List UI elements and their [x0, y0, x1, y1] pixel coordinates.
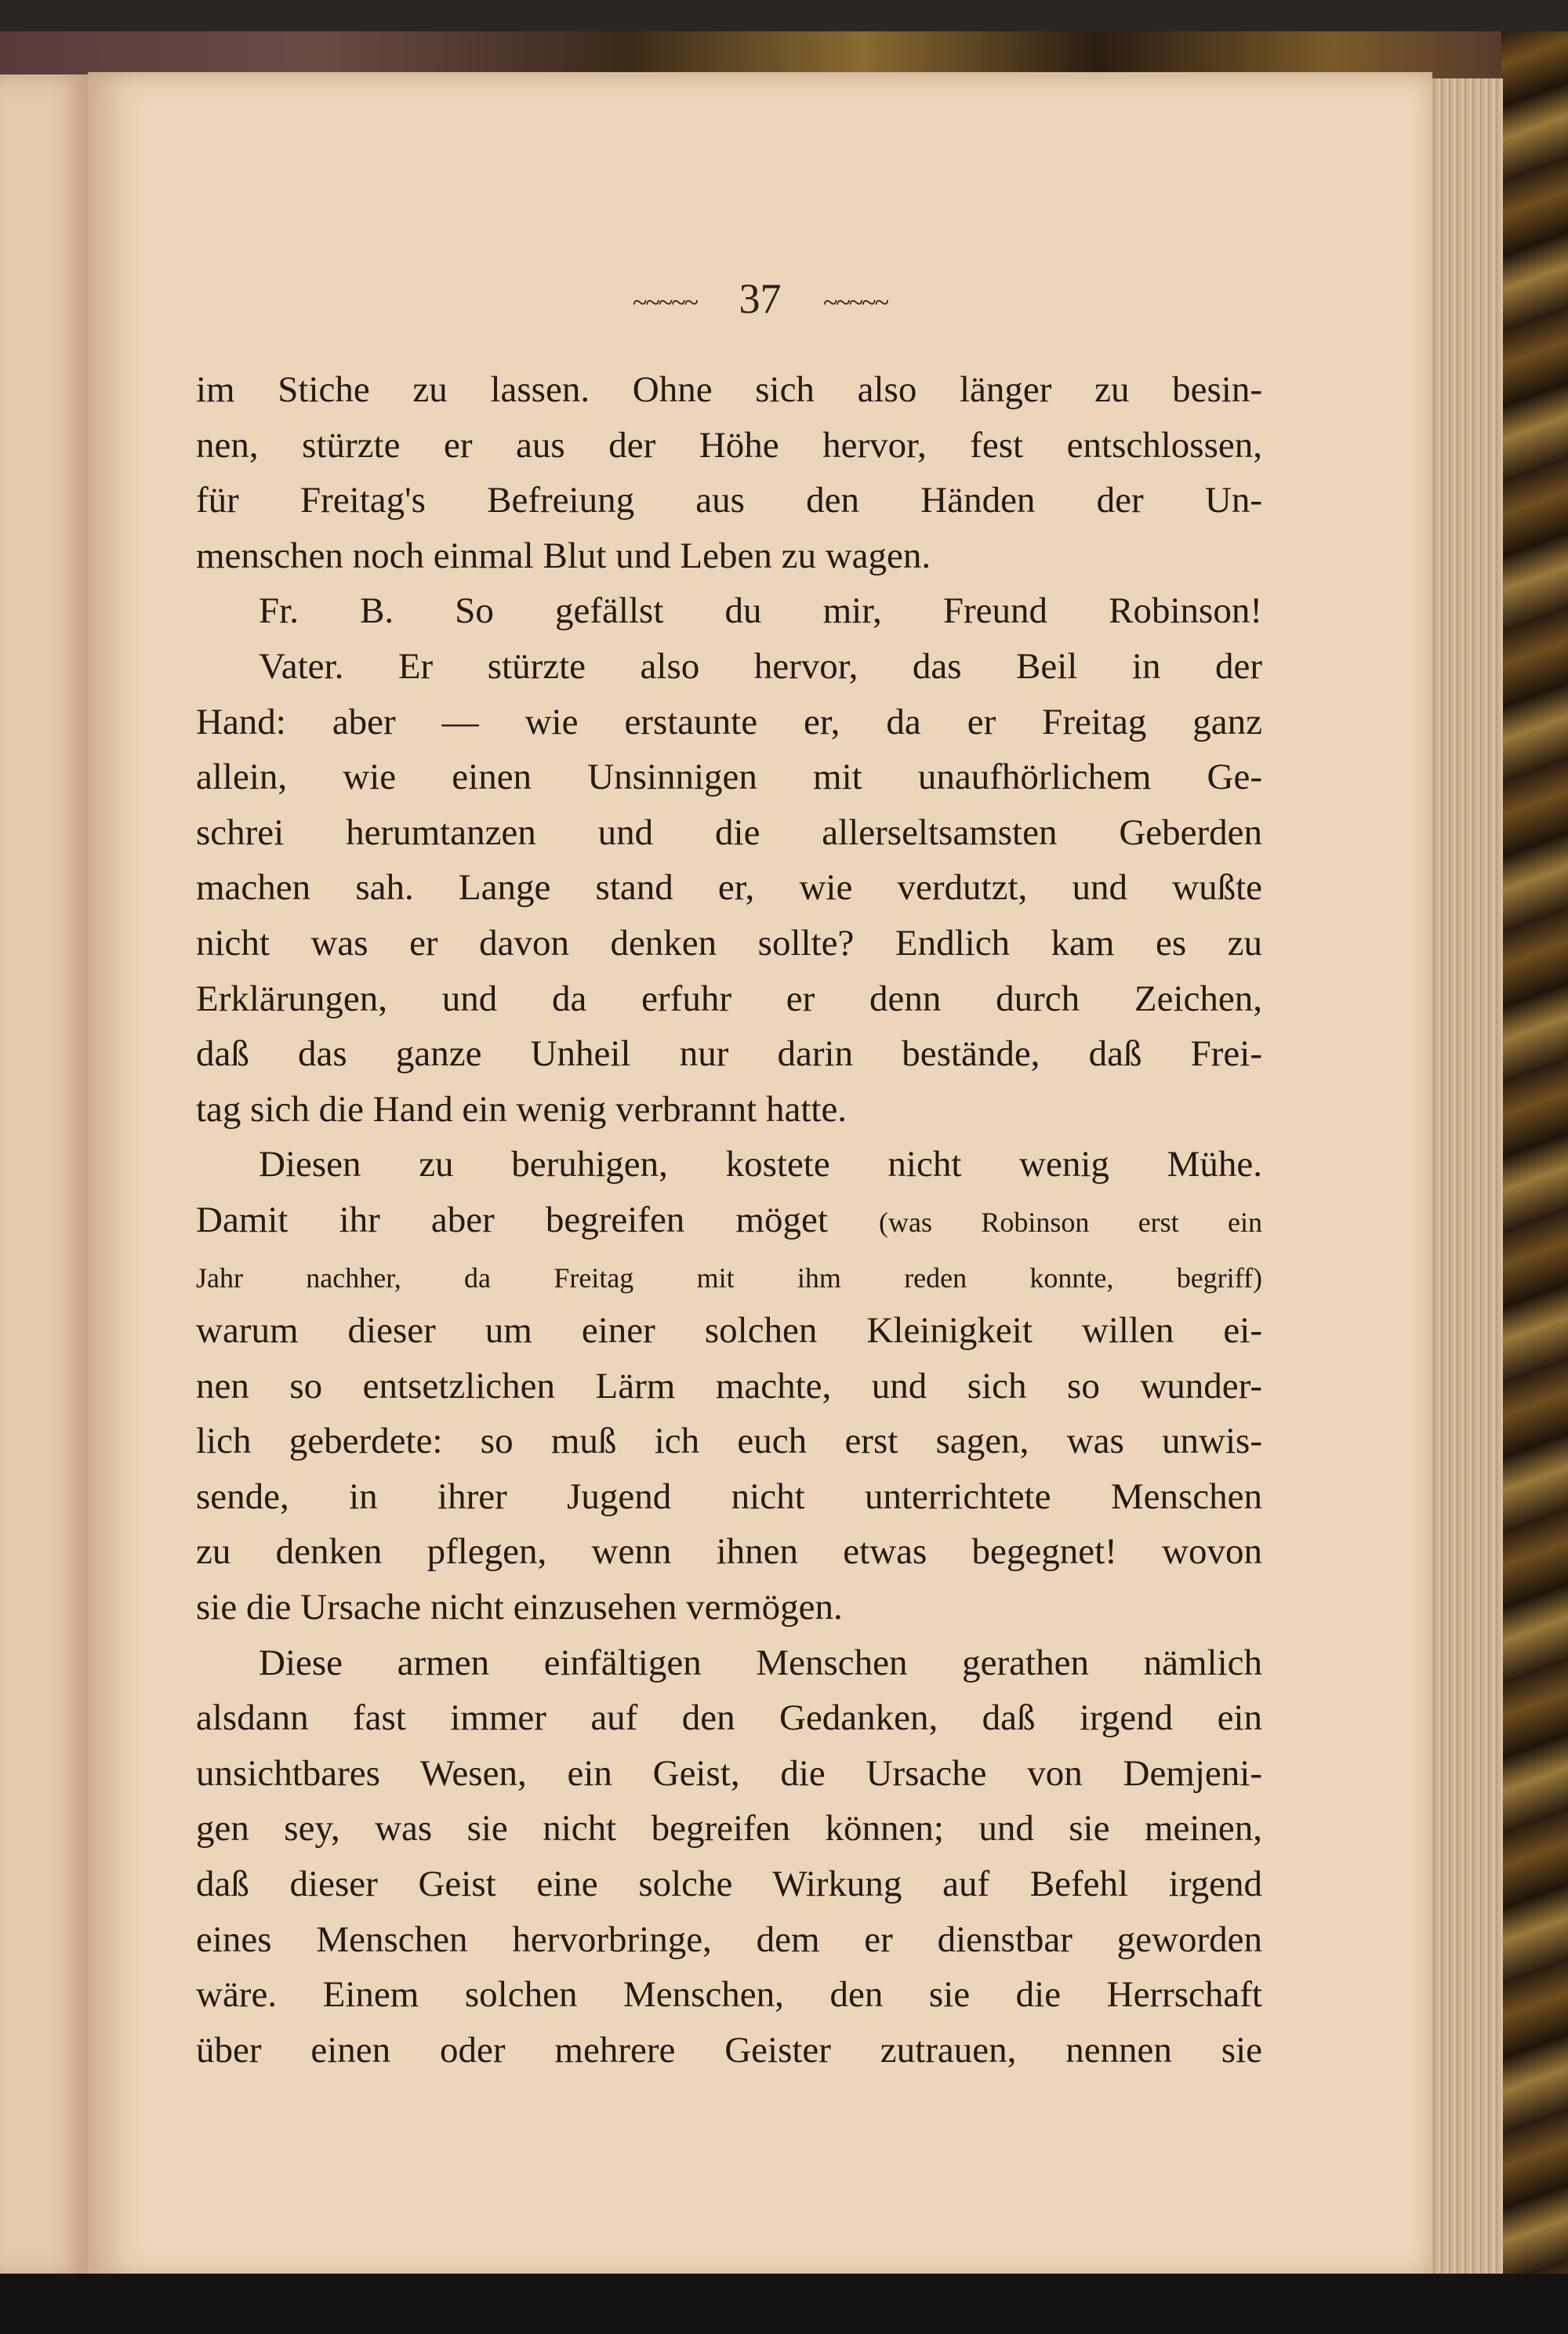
text-line [196, 695, 1262, 750]
text-line [196, 1580, 1262, 1635]
line-text: tag sich die Hand ein wenig verbrannt hatte. [196, 1088, 848, 1130]
text-line [196, 916, 1262, 971]
text-line [196, 1912, 1262, 1968]
text-line [196, 1026, 1262, 1082]
line-text: Hand: aber — wie erstaunte er, da er Freitag ganz [196, 701, 1262, 742]
line-text: warum dieser um einer solchen Kleinigkeit willen ei- [196, 1310, 1262, 1352]
line-text: daß das ganze Unheil nur darin bestände, daß Frei- [196, 1033, 1262, 1075]
line-text: Diesen zu beruhigen, kostete nicht wenig Mühe. [259, 1144, 1262, 1185]
line-text: unsichtbares Wesen, ein Geist, die Ursache von Demjeni- [196, 1752, 1262, 1794]
text-line [196, 1303, 1262, 1359]
ornament-right: ~~~~~ [823, 288, 887, 318]
line-text: machen sah. Lange stand er, wie verdutzt, und wußte [196, 867, 1262, 909]
line-text: menschen noch einmal Blut und Leben zu wagen. [196, 535, 931, 576]
line-text: nen so entsetzlichen Lärm machte, und sich so wunder- [196, 1365, 1262, 1407]
line-text: allein, wie einen Unsinnigen mit unaufhörlichem Ge- [196, 757, 1262, 798]
text-line [196, 750, 1262, 805]
page-header [88, 274, 1432, 323]
line-text: sie die Ursache nicht einzusehen vermögen. [196, 1587, 843, 1628]
parenthetical-text: Jahr nachher, da Freitag mit ihm reden konnte, begriff) [196, 1261, 1262, 1294]
text-line [196, 1359, 1262, 1414]
text-line [196, 1690, 1262, 1746]
parenthetical-text: (was Robinson erst ein [879, 1206, 1263, 1238]
line-text: lich geberdete: so muß ich euch erst sagen, was unwis- [196, 1421, 1262, 1462]
line-text: schrei herumtanzen und die allerseltsamsten Geberden [196, 811, 1262, 853]
text-line [196, 1635, 1262, 1691]
text-line [196, 2023, 1262, 2078]
text-line [196, 1082, 1262, 1138]
text-line [196, 1248, 1262, 1304]
text-line [196, 473, 1262, 528]
line-text: wäre. Einem solchen Menschen, den sie die Herrschaft [196, 1974, 1262, 2016]
text-line [196, 1192, 1262, 1248]
text-line [196, 418, 1262, 474]
line-text: für Freitag's Befreiung aus den Händen der Un- [196, 480, 1262, 521]
line-text: nicht was er davon denken sollte? Endlich kam es zu [196, 922, 1262, 964]
line-text: Diese armen einfältigen Menschen gerathen nämlich [259, 1642, 1262, 1683]
text-line [196, 1469, 1262, 1525]
text-line [196, 1801, 1262, 1857]
text-line [196, 583, 1262, 639]
text-line [196, 971, 1262, 1027]
line-text: Erklärungen, und da erfuhr er denn durch Zeichen, [196, 978, 1262, 1019]
scan-bottom [0, 2274, 1568, 2334]
marbled-cover [1501, 31, 1568, 2274]
page-edges [1428, 78, 1503, 2274]
line-text: zu denken pflegen, wenn ihnen etwas begegnet! wovon [196, 1531, 1262, 1573]
page-number: 37 [739, 275, 782, 322]
text-line [196, 860, 1262, 916]
text-line [196, 639, 1262, 695]
line-text: daß dieser Geist eine solche Wirkung auf Befehl irgend [196, 1864, 1262, 1905]
page-body-text [196, 362, 1262, 2078]
text-line [196, 1967, 1262, 2023]
line-text: alsdann fast immer auf den Gedanken, daß irgend ein [196, 1697, 1262, 1739]
line-text: nen, stürzte er aus der Höhe hervor, fest entschlossen, [196, 424, 1262, 466]
text-line [196, 1857, 1262, 1912]
line-text: eines Menschen hervorbringe, dem er dienstbar geworden [196, 1918, 1262, 1960]
left-page-edge [0, 74, 90, 2278]
line-text: sende, in ihrer Jugend nicht unterrichtete Menschen [196, 1476, 1262, 1517]
ornament-left: ~~~~~ [633, 288, 697, 318]
text-line [196, 362, 1262, 418]
text-line [196, 1524, 1262, 1580]
line-text: gen sey, was sie nicht begreifen können; und sie meinen, [196, 1808, 1262, 1849]
text-line [196, 528, 1262, 584]
book-cover-top [0, 31, 1568, 78]
text-line [196, 1414, 1262, 1469]
line-text: Damit ihr aber begreifen möget [196, 1199, 828, 1240]
text-line [196, 1746, 1262, 1802]
line-text: über einen oder mehrere Geister zutrauen, nennen sie [196, 2029, 1262, 2071]
text-line [196, 1137, 1262, 1192]
line-text: Vater. Er stürzte also hervor, das Beil in der [259, 645, 1262, 687]
line-text: Fr. B. So gefällst du mir, Freund Robinson! [259, 590, 1262, 632]
line-text: im Stiche zu lassen. Ohne sich also länger zu besin- [196, 369, 1262, 410]
text-line [196, 805, 1262, 861]
